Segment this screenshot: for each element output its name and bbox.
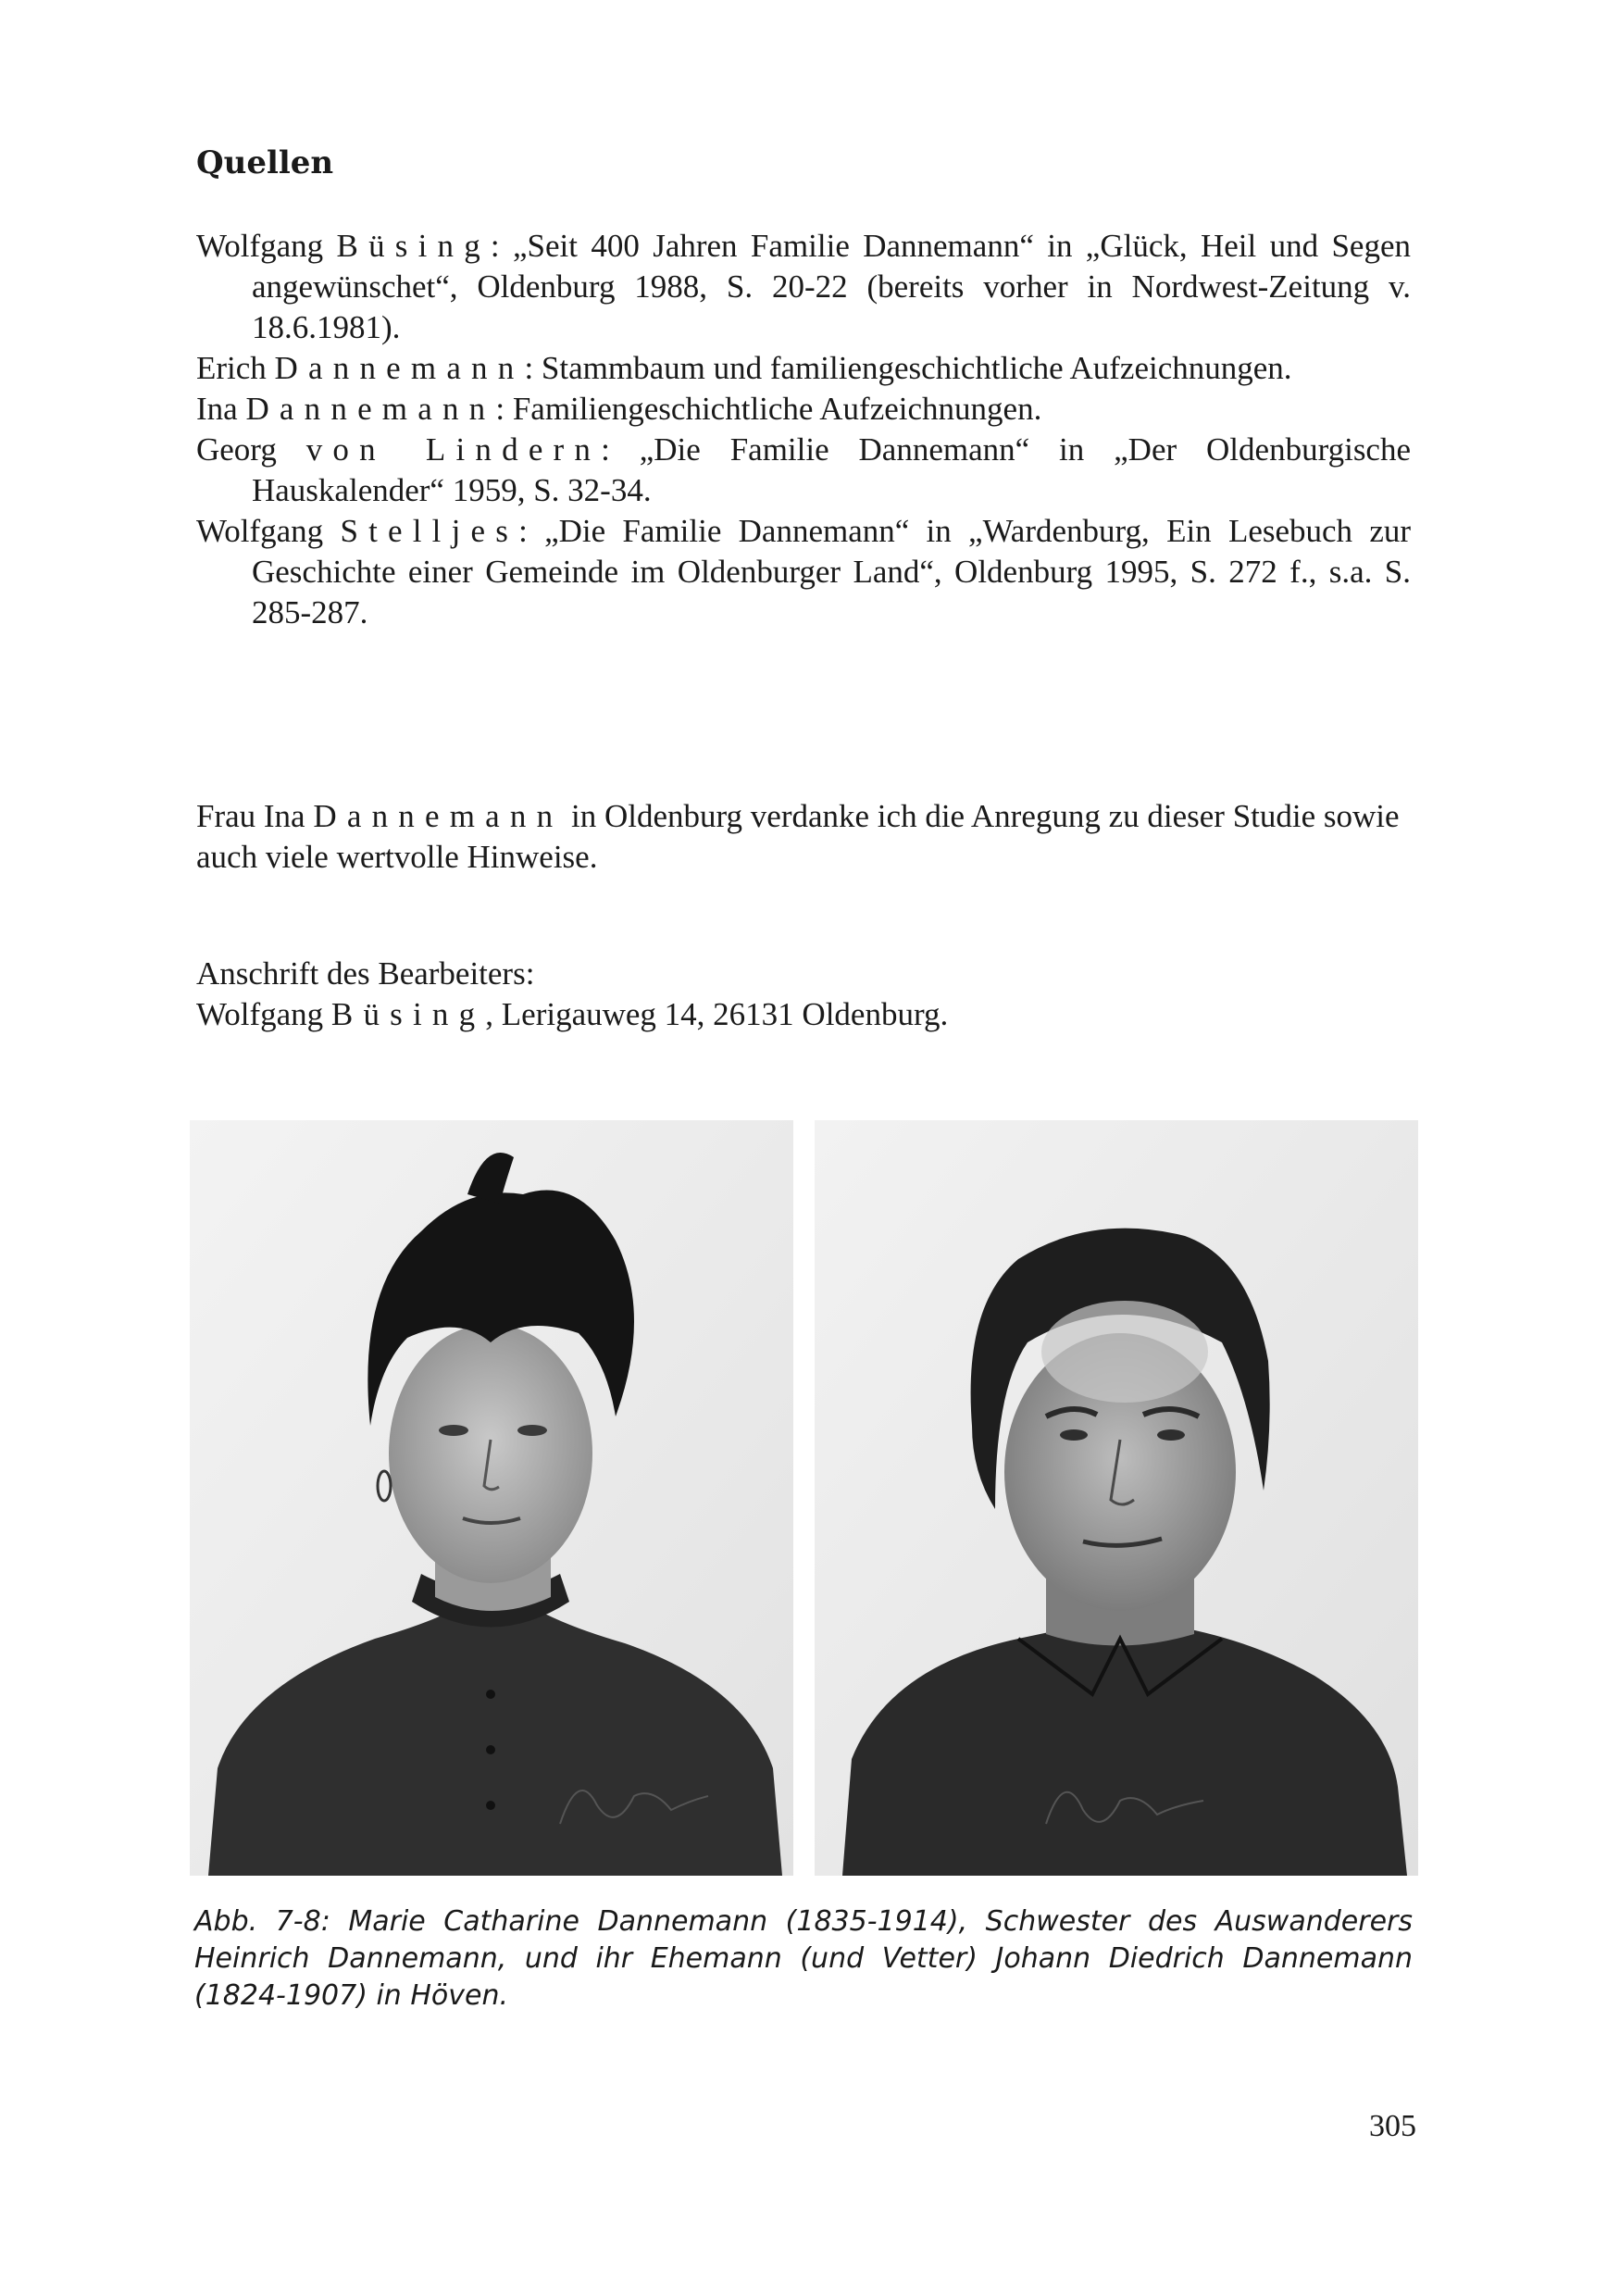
author-surname: Dannemann — [245, 391, 496, 427]
address-details: , Lerigauweg 14, 26131 Oldenburg. — [485, 996, 949, 1032]
source-details: : „Die Familie Dannemann“ in „Der Oldenburgische Hauskalender“ 1959, S. 32-34. — [252, 431, 1412, 508]
source-entry — [196, 430, 1411, 511]
source-details: : Stammbaum und familiengeschichtliche Aufzeichnungen. — [524, 350, 1292, 386]
ack-surname: Dannemann — [313, 798, 564, 834]
source-entry — [196, 389, 1411, 430]
source-details: : Familiengeschichtliche Aufzeichnungen. — [495, 391, 1042, 427]
portrait-man-image — [815, 1120, 1418, 1876]
address-surname: Büsing — [330, 996, 486, 1032]
source-list — [196, 226, 1411, 633]
author-first-name: Georg — [196, 431, 277, 468]
source-details: : „Die Familie Dannemann“ in „Wardenburg, Ein Lesebuch zur Geschichte einer Gemeinde im Oldenburger Land“, Oldenburg 1995, S. 272 f., s.a. S. 285-287. — [252, 513, 1412, 630]
source-entry — [196, 226, 1411, 348]
portrait-woman-image — [190, 1120, 793, 1876]
author-first-name: Wolfgang — [196, 228, 324, 264]
author-first-name: Erich — [196, 350, 267, 386]
source-details: : „Seit 400 Jahren Familie Dannemann“ in „Glück, Heil und Segen angewünschet“, Oldenburg 1988, S. 20-22 (bereits vorher in Nordwest-Zeitung v. 18.6.1981). — [252, 228, 1412, 345]
source-entry — [196, 348, 1411, 389]
author-first-name: Ina — [196, 391, 238, 427]
source-entry — [196, 511, 1411, 633]
address-block — [196, 954, 1411, 1035]
page-number: 305 — [1369, 2109, 1416, 2143]
ack-text: in Oldenburg verdanke ich die Anregung zu dieser Studie sowie auch viele wertvolle Hinweise. — [196, 798, 1400, 875]
author-surname: Büsing — [336, 228, 491, 264]
acknowledgement-paragraph — [196, 796, 1411, 878]
figure-caption: Abb. 7-8: Marie Catharine Dannemann (1835-1914), Schwester des Auswanderers Heinrich Dannemann, und ihr Ehemann (und Vetter) Johann Diedrich Dannemann (1824-1907) in Höven. — [194, 1905, 1413, 2012]
author-first-name: Wolfgang — [196, 513, 324, 549]
address-label: Anschrift des Bearbeiters: — [196, 955, 535, 992]
author-surname: Dannemann — [274, 350, 525, 386]
author-surname: von Lindern — [305, 431, 602, 468]
section-heading: Quellen — [196, 144, 334, 181]
ack-prefix: Frau Ina — [196, 798, 305, 834]
author-surname: Stelljes — [340, 513, 519, 549]
address-first-name: Wolfgang — [196, 996, 324, 1032]
